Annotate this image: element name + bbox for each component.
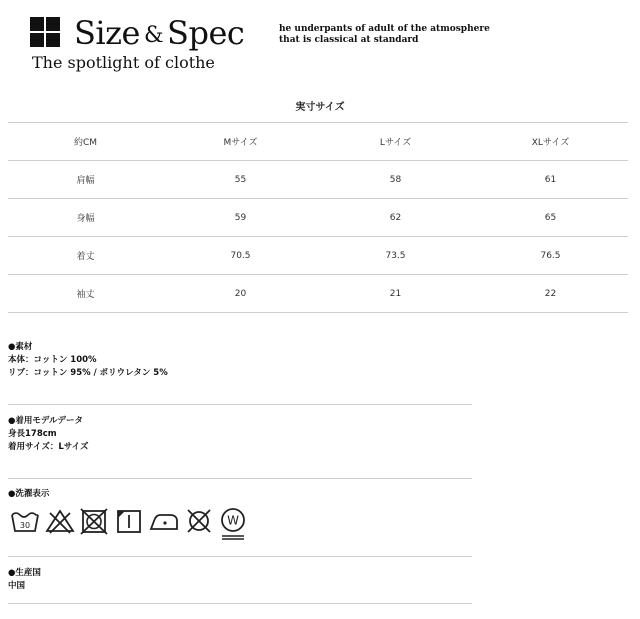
material-line-2: リブ：コットン 95% / ポリウレタン 5% (8, 368, 168, 378)
wet-clean-icon (219, 507, 247, 541)
tagline-line-2: that is classical at standard (279, 35, 419, 45)
line-dry-shade-icon (115, 507, 143, 535)
header-cell-unit: 約CM (8, 123, 163, 161)
material-heading: ●素材 (8, 342, 33, 352)
table-cell: 73.5 (318, 237, 473, 275)
table-cell: 55 (163, 161, 318, 199)
iron-low-icon (148, 507, 180, 535)
row-label: 着丈 (8, 237, 163, 275)
tagline-line-1: he underpants of adult of the atmosphere (279, 24, 490, 34)
title-size: Size (74, 14, 140, 52)
divider (8, 603, 472, 604)
page-title (74, 13, 244, 56)
table-cell: 62 (318, 199, 473, 237)
row-label: 身幅 (8, 199, 163, 237)
table-row (8, 275, 628, 313)
size-table-header-row (8, 123, 628, 161)
table-cell: 58 (318, 161, 473, 199)
origin-section (8, 567, 472, 593)
table-row (8, 237, 628, 275)
no-dry-clean-icon (185, 507, 213, 535)
origin-heading: ●生産国 (8, 568, 41, 578)
table-cell: 76.5 (473, 237, 628, 275)
material-section (8, 341, 472, 380)
care-section (8, 488, 472, 501)
divider (8, 404, 472, 405)
header (0, 0, 640, 80)
svg-text:W: W (227, 513, 239, 528)
page-subtitle: The spotlight of clothe (32, 53, 215, 72)
header-cell-xl: XLサイズ (473, 123, 628, 161)
title-amp: & (143, 23, 164, 48)
model-section (8, 415, 472, 454)
table-cell: 22 (473, 275, 628, 313)
no-bleach-icon (45, 507, 75, 535)
care-heading: ●洗濯表示 (8, 489, 50, 499)
table-cell: 59 (163, 199, 318, 237)
model-line-1: 身長178cm (8, 429, 57, 439)
tagline (279, 24, 490, 46)
model-line-2: 着用サイズ：Lサイズ (8, 442, 89, 452)
material-line-1: 本体：コットン 100% (8, 355, 97, 365)
table-cell: 70.5 (163, 237, 318, 275)
logo-grid-icon (30, 17, 60, 47)
divider (8, 556, 472, 557)
table-cell: 65 (473, 199, 628, 237)
row-label: 肩幅 (8, 161, 163, 199)
origin-value: 中国 (8, 581, 26, 591)
size-table-title: 実寸サイズ (295, 102, 345, 113)
size-table (8, 122, 628, 313)
header-cell-l: Lサイズ (318, 123, 473, 161)
wash-30-icon (10, 507, 40, 535)
no-tumble-dry-icon (80, 507, 108, 535)
header-cell-m: Mサイズ (163, 123, 318, 161)
wash-temp-label: 30 (19, 521, 31, 530)
table-cell: 61 (473, 161, 628, 199)
title-spec: Spec (167, 14, 245, 52)
table-row (8, 199, 628, 237)
divider (8, 478, 472, 479)
model-heading: ●着用モデルデータ (8, 416, 83, 426)
table-cell: 21 (318, 275, 473, 313)
table-cell: 20 (163, 275, 318, 313)
table-row (8, 161, 628, 199)
row-label: 袖丈 (8, 275, 163, 313)
